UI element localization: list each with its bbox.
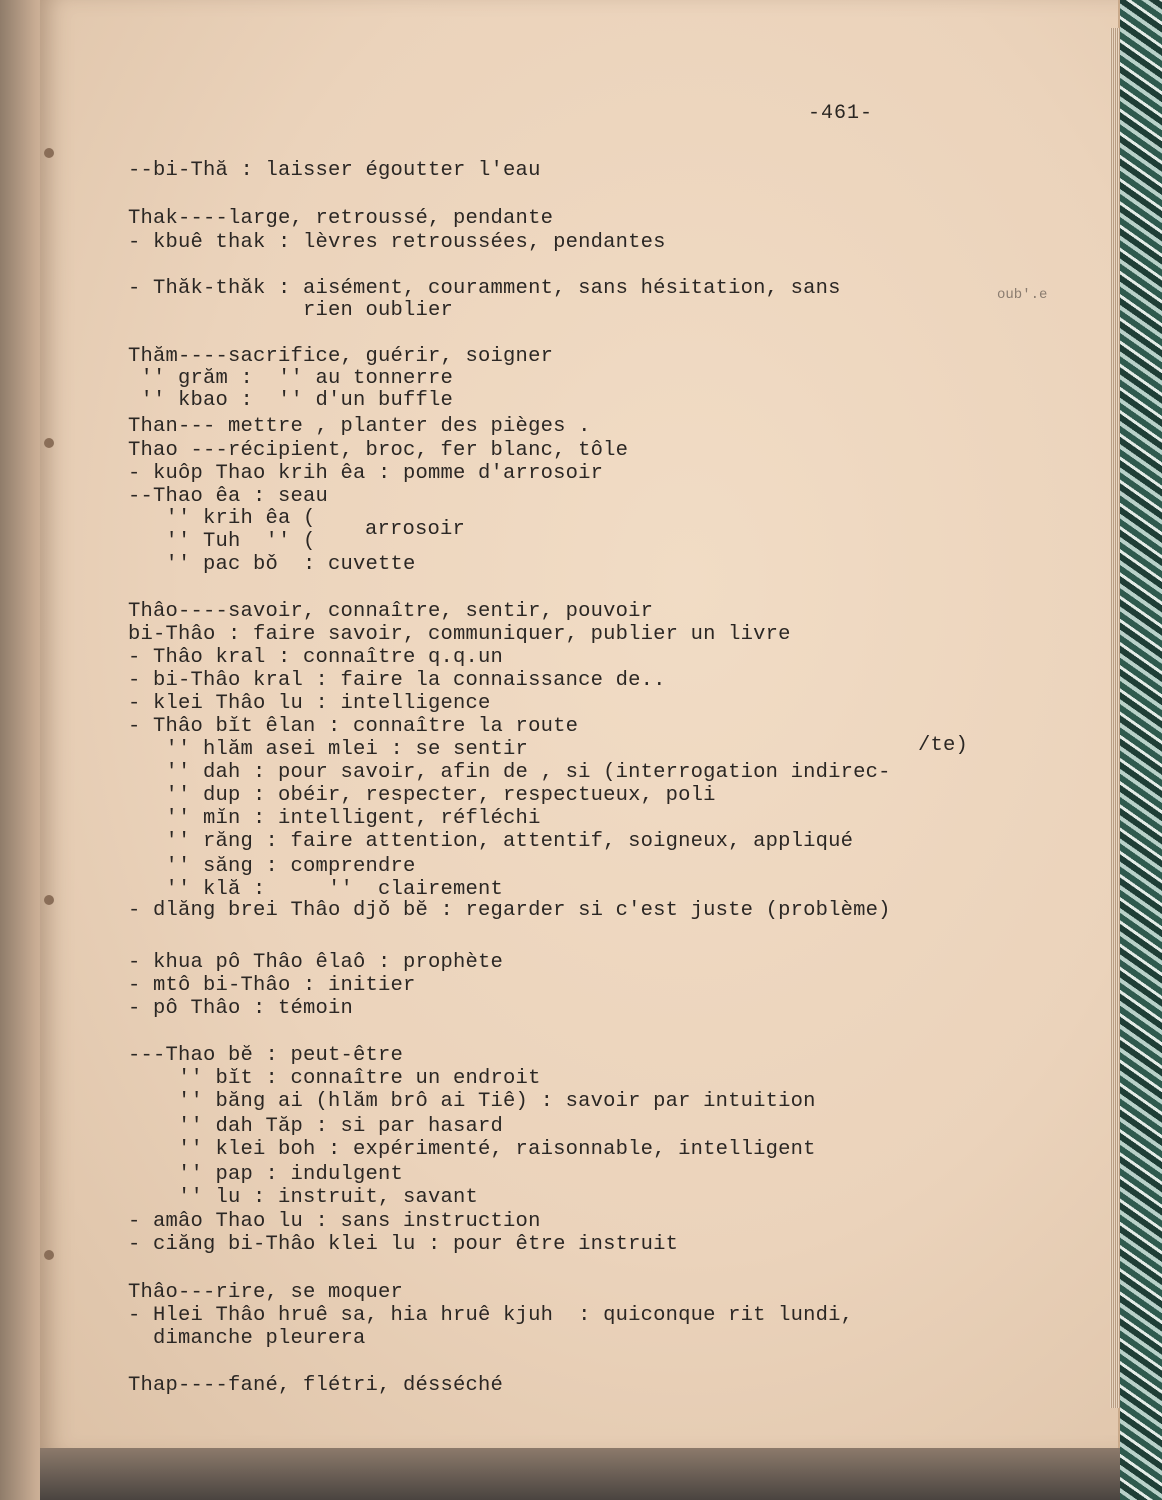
text-line: '' pap : indulgent	[128, 1163, 404, 1186]
marbled-cover	[1120, 0, 1162, 1500]
text-line: - khua pô Thâo êlaô : prophète	[128, 951, 504, 974]
text-line: - kuôp Thao krih êa : pomme d'arrosoir	[128, 462, 604, 485]
text-line: Thăm----sacrifice, guérir, soigner	[128, 345, 554, 368]
text-line: '' săng : comprendre	[128, 855, 416, 878]
text-line: '' grăm : '' au tonnerre	[128, 367, 454, 390]
text-line: dimanche pleurera	[128, 1327, 366, 1350]
page-bottom-shadow	[40, 1448, 1120, 1500]
text-line: - Thăk-thăk : aisément, couramment, sans hésitation, sans	[128, 277, 841, 300]
text-line: '' klă : '' clairement	[128, 878, 504, 901]
text-line: - Thâo kral : connaître q.q.un	[128, 646, 504, 669]
text-line: '' Tuh '' (	[128, 530, 316, 553]
text-line: - amâo Thao lu : sans instruction	[128, 1210, 541, 1233]
page-number: -461-	[808, 102, 874, 125]
text-line: Than--- mettre , planter des pièges .	[128, 415, 591, 438]
text-line: - mtô bi-Thâo : initier	[128, 974, 416, 997]
binding-stitch	[44, 438, 54, 448]
text-line: - bi-Thâo kral : faire la connaissance de..	[128, 669, 666, 692]
text-line: --Thao êa : seau	[128, 485, 329, 508]
text-line: bi-Thâo : faire savoir, communiquer, publier un livre	[128, 623, 791, 646]
text-line: --bi-Thă : laisser égoutter l'eau	[128, 159, 541, 182]
binding-stitch	[44, 1250, 54, 1260]
text-line: '' răng : faire attention, attentif, soigneux, appliqué	[128, 830, 854, 853]
text-line: - pô Thâo : témoin	[128, 997, 354, 1020]
text-line: '' kbao : '' d'un buffle	[128, 389, 454, 412]
text-line: rien oublier	[128, 299, 454, 322]
text-line: Thap----fané, flétri, désséché	[128, 1374, 504, 1397]
text-line: '' dup : obéir, respecter, respectueux, poli	[128, 784, 716, 807]
text-line: /te)	[918, 734, 969, 757]
margin-note: oub'.e	[997, 287, 1048, 303]
text-line: arrosoir	[365, 518, 466, 541]
binding-stitch	[44, 148, 54, 158]
text-line: '' klei boh : expérimenté, raisonnable, intelligent	[128, 1138, 816, 1161]
text-line: - kbuê thak : lèvres retroussées, pendantes	[128, 231, 666, 254]
text-line: - ciăng bi-Thâo klei lu : pour être instruit	[128, 1233, 679, 1256]
text-line: '' lu : instruit, savant	[128, 1186, 479, 1209]
text-line: Thak----large, retroussé, pendante	[128, 207, 554, 230]
text-line: - Hlei Thâo hruê sa, hia hruê kjuh : quiconque rit lundi,	[128, 1304, 854, 1327]
binding-stitch	[44, 895, 54, 905]
text-line: '' dah : pour savoir, afin de , si (interrogation indirec-	[128, 761, 891, 784]
text-line: - klei Thâo lu : intelligence	[128, 692, 491, 715]
text-line: ---Thao bĕ : peut-être	[128, 1044, 404, 1067]
text-line: - dlăng brei Thâo djǒ bĕ : regarder si c'est juste (problème)	[128, 899, 891, 922]
text-line: '' pac bǒ : cuvette	[128, 553, 416, 576]
text-line: '' mĭn : intelligent, réfléchi	[128, 807, 541, 830]
text-line: Thao ---récipient, broc, fer blanc, tôle	[128, 439, 629, 462]
text-line: '' dah Tăp : si par hasard	[128, 1115, 504, 1138]
text-line: - Thâo bĭt êlan : connaître la route	[128, 715, 579, 738]
text-line: '' krih êa (	[128, 507, 316, 530]
text-line: Thâo---rire, se moquer	[128, 1281, 404, 1304]
text-line: '' băng ai (hlăm brô ai Tiê) : savoir par intuition	[128, 1090, 816, 1113]
text-line: Thâo----savoir, connaître, sentir, pouvoir	[128, 600, 654, 623]
text-line: '' bĭt : connaître un endroit	[128, 1067, 541, 1090]
text-line: '' hlăm asei mlei : se sentir	[128, 738, 529, 761]
